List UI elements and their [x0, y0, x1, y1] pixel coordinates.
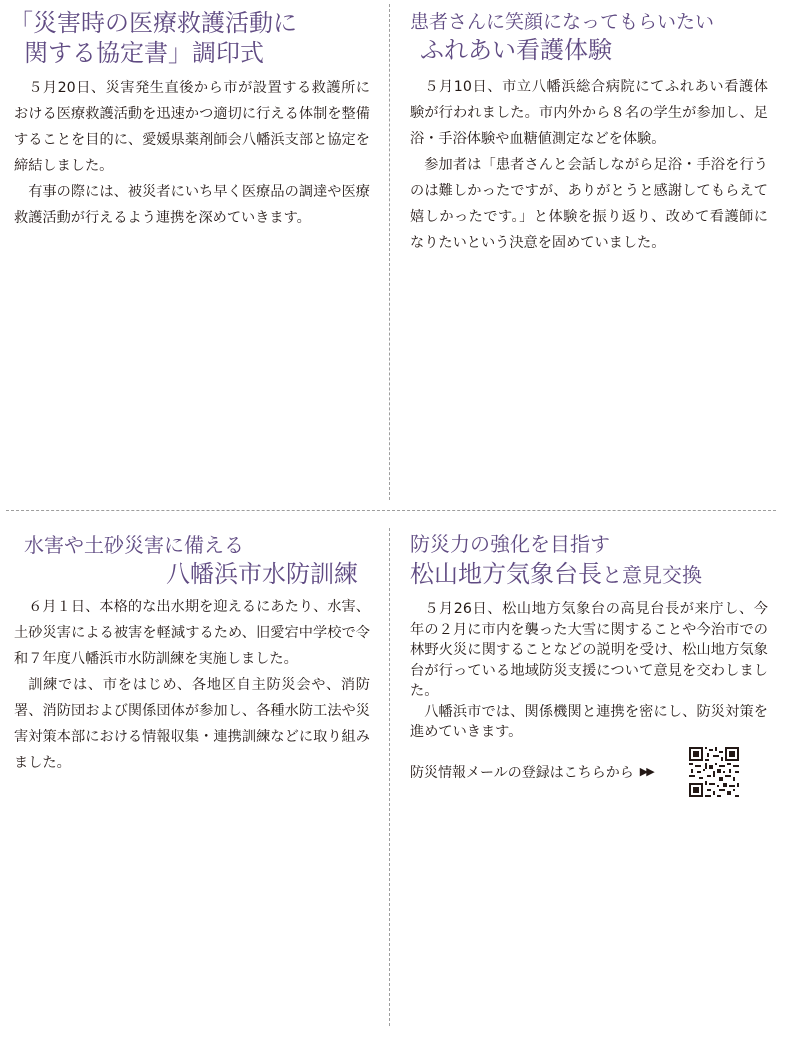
- title-line-2: ふれあい看護体験: [420, 36, 612, 64]
- title-line-2-sub: と意見交換: [602, 563, 702, 587]
- article-nursing: [410, 10, 768, 256]
- paragraph-1: ５月10日、市立八幡浜総合病院にてふれあい看護体験が行われました。市内外から８名の学生が参加し、足浴・手浴体験や血糖値測定などを体験。: [410, 79, 768, 147]
- article-body: [410, 599, 768, 743]
- article-body: [14, 75, 370, 231]
- double-arrow-icon: ▶▶: [639, 765, 653, 778]
- mail-registration-text[interactable]: 防災情報メールの登録はこちらから: [410, 764, 634, 781]
- article-body: [14, 594, 370, 776]
- article-title: [14, 532, 370, 590]
- paragraph-2: 参加者は「患者さんと会話しながら足浴・手浴を行うのは難しかったですが、ありがとうと感謝してもらえて嬉しかったです。」と体験を振り返り、改めて看護師になりたいという決意を固めていました。: [410, 157, 768, 251]
- title-line-1: 水害や土砂災害に備える: [24, 533, 244, 557]
- title-line-1: 防災力の強化を目指す: [410, 532, 610, 556]
- vertical-divider-top: [389, 4, 390, 500]
- title-line-1: 患者さんに笑顔になってもらいたい: [410, 11, 715, 33]
- title-line-2-main: 松山地方気象台長: [410, 560, 602, 588]
- paragraph-1: ６月１日、本格的な出水期を迎えるにあたり、水害、土砂災害による被害を軽減するため、旧愛宕中学校で令和７年度八幡浜市水防訓練を実施しました。: [14, 599, 370, 667]
- mail-registration[interactable]: [410, 747, 768, 797]
- article-agreement: [9, 8, 370, 231]
- article-title: [410, 530, 768, 593]
- paragraph-1: ５月20日、災害発生直後から市が設置する救護所における医療救護活動を迅速かつ適切に行える体制を整備することを目的に、愛媛県薬剤師会八幡浜支部と協定を締結しました。: [14, 80, 370, 174]
- paragraph-2: 八幡浜市では、関係機関と連携を密にし、防災対策を進めていきます。: [410, 703, 768, 740]
- paragraph-1: ５月26日、松山地方気象台の高見台長が来庁し、今年の２月に市内を襲った大雪に関することや今治市での林野火災に関することなどの説明を受け、松山地方気象台が行っている地域防災支援について意見を交わしました。: [410, 601, 768, 699]
- title-line-1: 「災害時の医療救護活動に: [9, 9, 297, 37]
- qr-code-icon[interactable]: [689, 747, 739, 797]
- article-title: [9, 8, 370, 68]
- article-flood-drill: [14, 532, 370, 776]
- article-body: [410, 74, 768, 256]
- title-line-2: 八幡浜市水防訓練: [166, 560, 358, 588]
- paragraph-2: 訓練では、市をはじめ、各地区自主防災会や、消防署、消防団および関係団体が参加し、各種水防工法や災害対策本部における情報収集・連携訓練などに取り組みました。: [14, 677, 370, 771]
- horizontal-divider: [6, 510, 776, 511]
- title-line-2: 関する協定書」調印式: [24, 39, 264, 67]
- vertical-divider-bottom: [389, 528, 390, 1026]
- paragraph-2: 有事の際には、被災者にいち早く医療品の調達や医療救護活動が行えるよう連携を深めていきます。: [14, 184, 370, 226]
- title-line-2: [410, 558, 768, 593]
- article-title: [410, 10, 768, 66]
- article-weather-station: [410, 530, 768, 797]
